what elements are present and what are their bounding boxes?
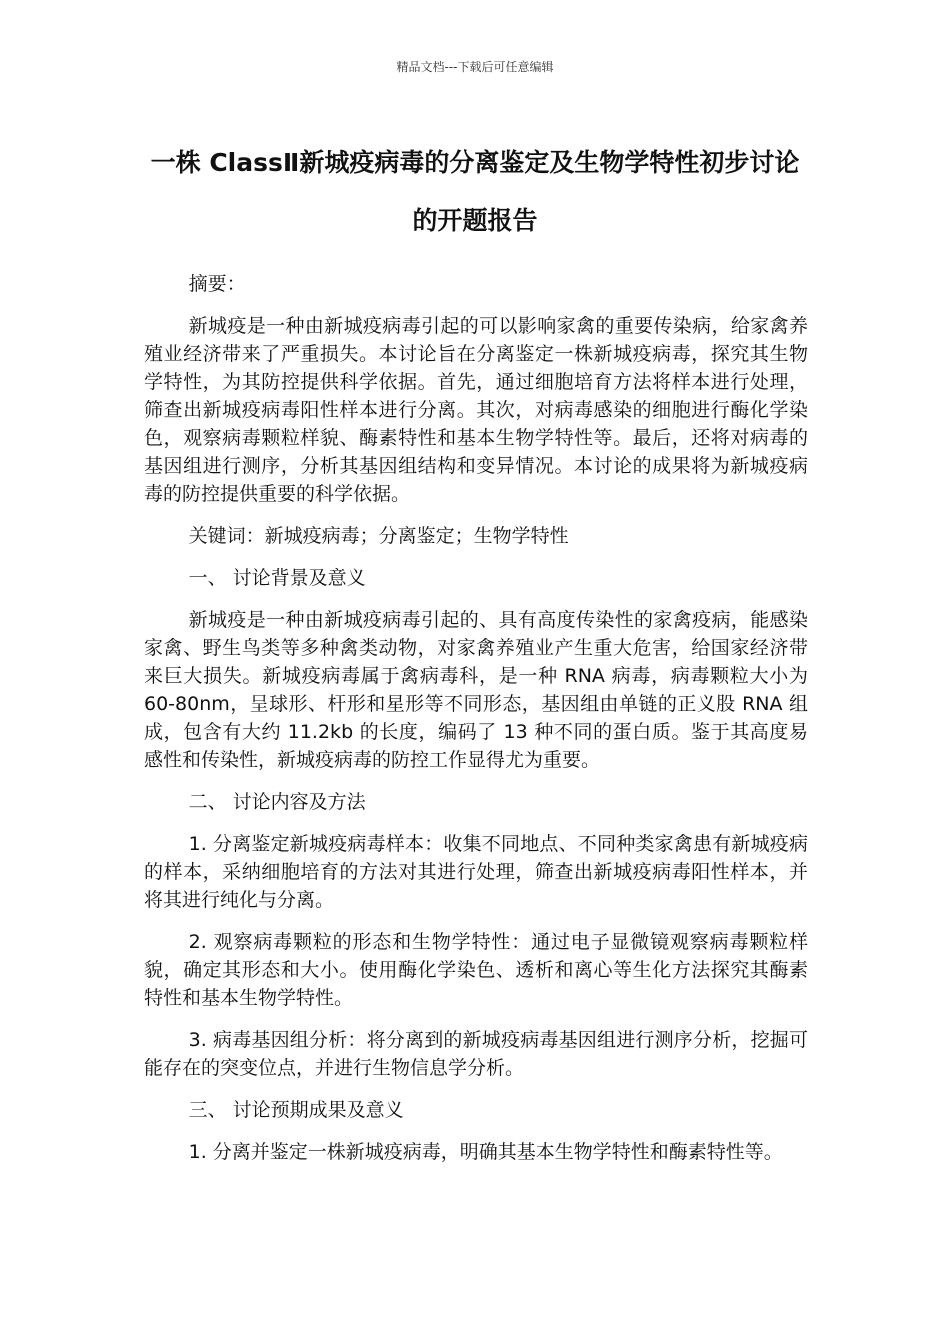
- section-2-heading: 二、 讨论内容及方法: [188, 791, 366, 813]
- section-3-item-1: 1. 分离并鉴定一株新城疫病毒，明确其基本生物学特性和酶素特性等。: [188, 1141, 783, 1163]
- document-title: 一株 ClassⅡ新城疫病毒的分离鉴定及生物学特性初步讨论的开题报告: [150, 148, 800, 235]
- abstract-paragraph: 新城疫是一种由新城疫病毒引起的可以影响家禽的重要传染病，给家禽养殖业经济带来了严重损失。本讨论旨在分离鉴定一株新城疫病毒，探究其生物学特性，为其防控提供科学依据。首先，通过细胞培育方法将样本进行处理，筛查出新城疫病毒阳性样本进行分离。其次，对病毒感染的细胞进行酶化学染色，观察病毒颗粒样貌、酶素特性和基本生物学特性等。最后，还将对病毒的基因组进行测序，分析其基因组结构和变异情况。本讨论的成果将为新城疫病毒的防控提供重要的科学依据。: [144, 315, 808, 505]
- section-3-heading: 三、 讨论预期成果及意义: [188, 1099, 404, 1121]
- section-2-item-1: 1. 分离鉴定新城疫病毒样本：收集不同地点、不同种类家禽患有新城疫病的样本，采纳细胞培育的方法对其进行处理，筛查出新城疫病毒阳性样本，并将其进行纯化与分离。: [144, 833, 808, 911]
- section-2-item-3: 3. 病毒基因组分析：将分离到的新城疫病毒基因组进行测序分析，挖掘可能存在的突变位点，并进行生物信息学分析。: [144, 1029, 808, 1079]
- header-note: 精品文档---下载后可任意编辑: [396, 60, 554, 74]
- abstract-label: 摘要：: [188, 273, 246, 295]
- document-body: [144, 270, 808, 1180]
- keywords-line: 关键词：新城疫病毒；分离鉴定；生物学特性: [188, 525, 569, 547]
- section-1-heading: 一、 讨论背景及意义: [188, 567, 366, 589]
- section-2-item-2: 2. 观察病毒颗粒的形态和生物学特性：通过电子显微镜观察病毒颗粒样貌，确定其形态和大小。使用酶化学染色、透析和离心等生化方法探究其酶素特性和基本生物学特性。: [144, 931, 808, 1009]
- section-1-paragraph: 新城疫是一种由新城疫病毒引起的、具有高度传染性的家禽疫病，能感染家禽、野生鸟类等多种禽类动物，对家禽养殖业产生重大危害，给国家经济带来巨大损失。新城疫病毒属于禽病毒科，是一种 RNA 病毒，病毒颗粒大小为 60-80nm，呈球形、杆形和星形等不同形态，基因组由单链的正义股 RNA 组成，包含有大约 11.2kb 的长度，编码了 13 种不同的蛋白质。鉴于其高度易感性和传染性，新城疫病毒的防控工作显得尤为重要。: [144, 609, 808, 771]
